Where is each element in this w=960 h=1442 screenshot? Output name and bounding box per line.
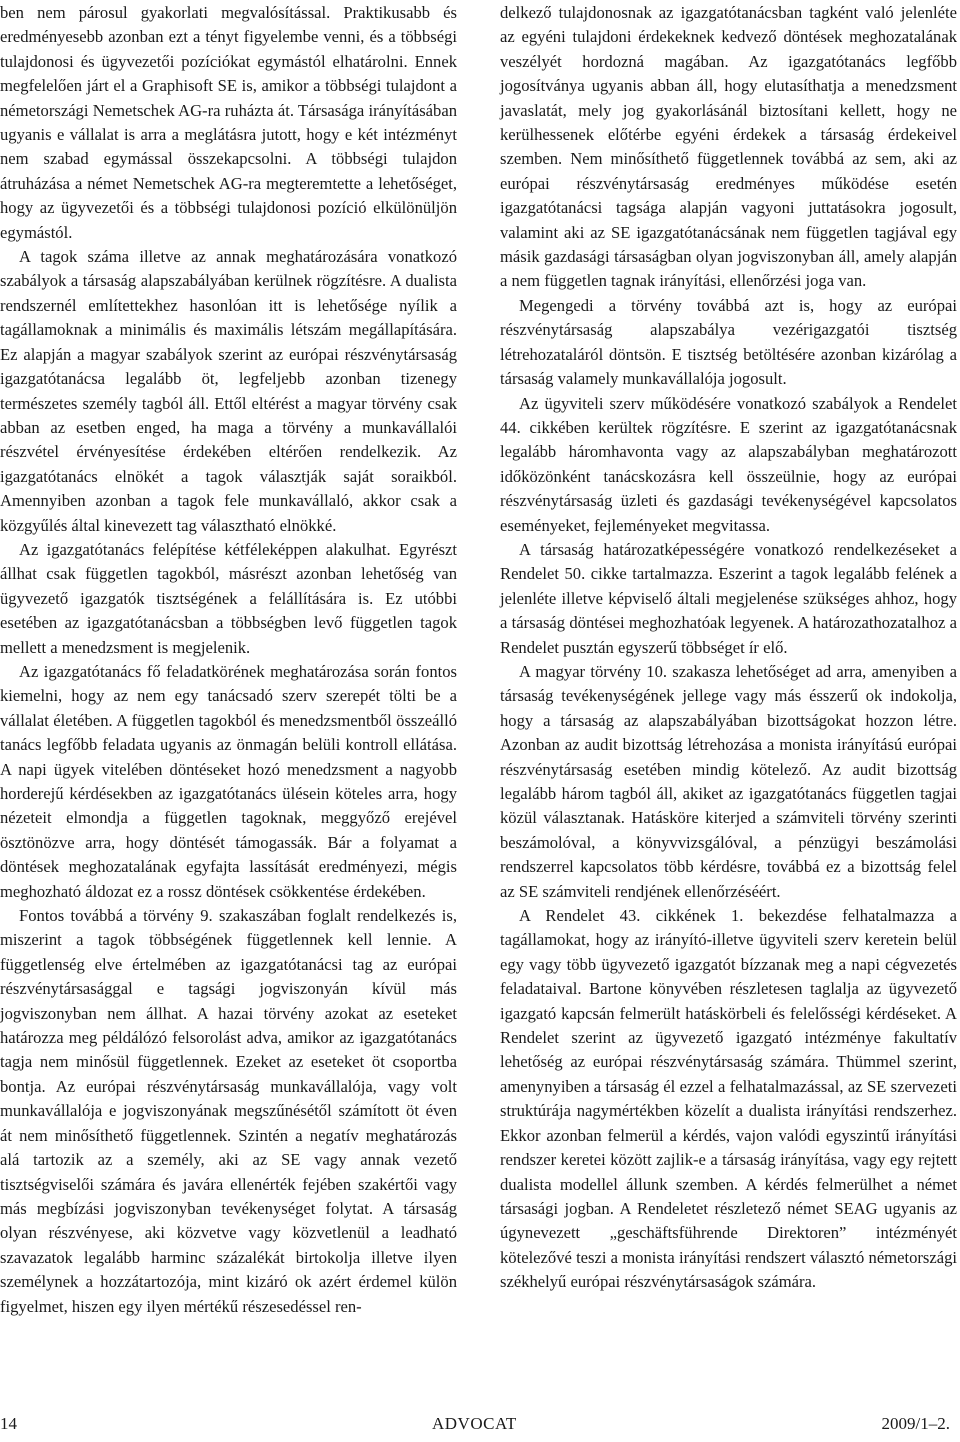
right-text-column bbox=[500, 1, 957, 1295]
page-number: 14 bbox=[0, 1414, 17, 1433]
paragraph: ben nem párosul gyakorlati megvalósítással. Praktikusabb és eredményesebb azonban ezt a tényt figyelembe venni, és a többségi tulajdonosi és ügyvezetői pozíciókat egymástól elhatárolni. Ennek megfelelően járt el a Graphisoft SE is, amikor a többségi tulajdont a németországi Nemetschek AG-ra ruházta át. Társasága irányításában ugyanis e vállalat is arra a meglátásra jutott, hogy e két intézményt nem szabad egymással összekapcsolni. A többségi tulajdon átruházása a német Nemetschek AG-ra megteremtette a lehetőséget, hogy az ügyvezetői és a többségi tulajdonosi pozíció elkülönüljön egymástól. bbox=[0, 3, 457, 242]
page-footer bbox=[0, 1414, 960, 1438]
journal-name: ADVOCAT bbox=[432, 1414, 517, 1433]
paragraph: A tagok száma illetve az annak meghatározására vonatkozó szabályok a társaság alapszabályában kerülnek rögzítésre. A dualista rendszernél említettekhez hasonlóan itt is lehetősége nyílik a tagállamoknak a minimális és maximális létszám megállapítására. Ez alapján a magyar szabályok szerint az európai részvénytársaság igazgatótanácsa legalább öt, legfeljebb azonban tizenegy természetes személy tagból áll. Ettől eltérést a magyar törvény csak abban az esetben enged, ha maga a törvény a munkavállalói részvétel érvényesítése érdekében eltérően rendelkezik. Az igazgatótanács elnökét a tagok választják saját soraikból. Amennyiben azonban a tagok fele munkavállaló, akkor csak a közgyűlés által kinevezett tag választható elnökké. bbox=[0, 247, 457, 535]
paragraph: Megengedi a törvény továbbá azt is, hogy az európai részvénytársaság alapszabálya vezérigazgatói tisztség létrehozataláról döntsön. E tisztség betöltésére azonban kizárólag a társaság valamely munkavállalója jogosult. bbox=[500, 295, 957, 389]
paragraph: A Rendelet 43. cikkének 1. bekezdése felhatalmazza a tagállamokat, hogy az irányító-illetve ügyviteli szerv keretein belül egy vagy több ügyvezető igazgatót bízzanak meg a napi cégvezetés feladataival. Bartone könyvében részletesen taglalja az ügyvezető igazgató kapcsán felmerült hatáskörbeli és felelősségi kérdéseket. A Rendelet szerint az ügyvezető igazgató intézménye fakultatív lehetőség az európai részvénytársaság számára. Thümmel szerint, amenynyiben a társaság él ezzel a felhatalmazással, az SE szervezeti struktúrája nagymértékben közelít a dualista irányítási rendszerhez. Ekkor azonban felmerül a kérdés, vajon valódi egyszintű irányítási rendszer keretei között zajlik-e a társaság irányítása, vagy egy rejtett dualista modellel állunk szemben. A kérdés felmerülhet a német társasági jogban. A Rendeletet részletező német SEAG ugyanis az úgynevezett „geschäftsführende Direktoren” intézményét kötelezővé teszi a monista irányítási rendszert választó németországi székhelyű európai részvénytársaságok számára. bbox=[500, 906, 957, 1292]
paragraph: delkező tulajdonosnak az igazgatótanácsban tagként való jelenléte az egyéni tulajdoni érdekeknek kedvező döntések meghozatalának veszélyét hordozná magában. Az igazgatótanács legfőbb jogosítványa ugyanis abban áll, hogy elutasíthatja a menedzsment javaslatát, mely jog gyakorlásánál biztosítani kellett, hogy ne kerülhessenek előtérbe egyéni érdekek a társaság érdekeivel szemben. Nem minősíthető függetlennek továbbá az sem, aki az európai részvénytársaság eredményes működése esetén igazgatótanácsi tagsága alapján vagyoni juttatásokra jogosult, valamint aki az SE igazgatótanácsának nem független tagjával egy másik gazdasági társaságban olyan jogviszonyban áll, amely alapján a nem független tagnak irányítási, ellenőrzési joga van. bbox=[500, 3, 957, 291]
paragraph: Az igazgatótanács fő feladatkörének meghatározása során fontos kiemelni, hogy az nem egy tanácsadó szerv szerepét tölti be a vállalat életében. A független tagokból és menedzsmentből összeálló tanács legfőbb feladata ugyanis az önmagán belüli kontroll ellátása. A napi ügyek vitelében döntéseket hozó menedzsment a nagyobb horderejű kérdésekben az igazgatótanács ülésein köteles arra, hogy nézeteit elmondja a független tagoknak, meggyőző erejével ösztönözve arra, hogy döntését támogassák. Bár a folyamat a döntések meghozatalának egyfajta lassítását eredményezi, mégis meghozható áldozat ez a rossz döntések csökkentése érdekében. bbox=[0, 661, 457, 901]
paragraph: Az ügyviteli szerv működésére vonatkozó szabályok a Rendelet 44. cikkében kerültek rögzítésre. E szerint az igazgatótanácsnak legalább háromhavonta vagy az alapszabályban meghatározott időközönként tanácskozásra kell összeülnie, hogy az európai részvénytársaság üzleti és gazdasági tevékenységével kapcsolatos eseményeket, fejleményeket megvitassa. bbox=[500, 393, 957, 535]
paragraph: A magyar törvény 10. szakasza lehetőséget ad arra, amenyiben a társaság tevékenységének jellege vagy más ésszerű ok indokolja, hogy a társaság az alapszabályában bizottságokat hozzon létre. Azonban az audit bizottság létrehozása a monista irányítású európai részvénytársaság esetében mindig kötelező. Az audit bizottság legalább három tagból áll, akiket az igazgatótanács független tagjai közül választanak. Hatásköre kiterjed a számviteli törvény szerinti beszámolóval, a könyvvizsgálóval, a pénzügyi beszámolási rendszerrel kapcsolatos több kérdésre, továbbá ez a bizottság felel az SE számviteli rendjének ellenőrzéséért. bbox=[500, 661, 957, 901]
paragraph: Fontos továbbá a törvény 9. szakaszában foglalt rendelkezés is, miszerint a tagok többségének függetlennek kell lennie. A függetlenség elve értelmében az igazgatótanácsi tag az európai részvénytársasággal e tagsági jogviszonyán kívül más jogviszonyban nem állhat. A hazai törvény azokat az eseteket határozza meg példálózó felsorolást adva, amikor az igazgatótanács tagja nem minősül függetlennek. Ezeket az eseteket öt csoportba bontja. Az európai részvénytársaság munkavállalója, vagy volt munkavállalója e jogviszonyának megszűnésétől számított öt éven át nem minősíthető függetlennek. Szintén a negatív meghatározás alá tartozik az a személy, aki az SE vagy annak vezető tisztségviselői számára és javára ellenérték fejében szakértői vagy más megbízási jogviszonyban tevékenységet folytat. A társaság olyan részvényese, aki közvetve vagy közvetlenül a leadható szavazatok legalább harminc százalékát birtokolja illetve ilyen személynek a hozzátartozója, mint kizáró ok azért érdemel külön figyelmet, hiszen egy ilyen mértékű részesedéssel ren- bbox=[0, 906, 457, 1316]
issue-number: 2009/1–2. bbox=[881, 1414, 950, 1433]
paragraph: A társaság határozatképességére vonatkozó rendelkezéseket a Rendelet 50. cikke tartalmazza. Eszerint a tagok legalább felének a jelenléte illetve képviselő általi megjelenése szükséges ahhoz, hogy a társaság döntései meghozhatóak legyenek. A határozathozatalhoz a Rendelet pusztán egyszerű többséget ír elő. bbox=[500, 539, 957, 657]
left-text-column bbox=[0, 1, 457, 1319]
paragraph: Az igazgatótanács felépítése kétféleképpen alakulhat. Egyrészt állhat csak független tagokból, másrészt azonban lehetőség van ügyvezető igazgatók tisztségének a felállítására is. Ez utóbbi esetében az igazgatótanácsban a többségben levő független tagok mellett a menedzsment is megjelenik. bbox=[0, 539, 457, 657]
